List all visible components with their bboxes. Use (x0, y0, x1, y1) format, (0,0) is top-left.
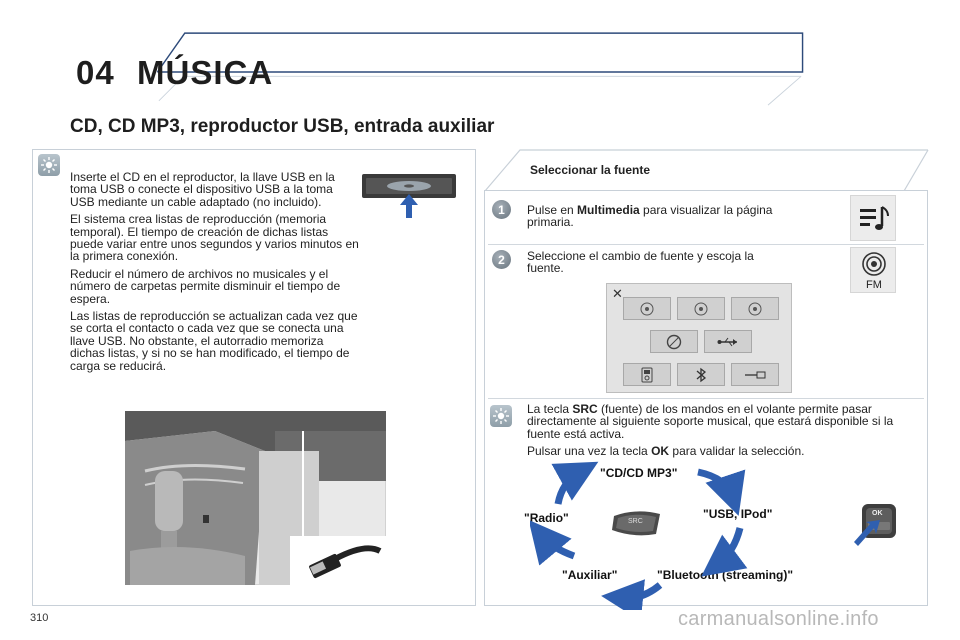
source-radio-1-button[interactable] (623, 297, 671, 320)
paragraph: El sistema crea listas de reproducción (memoria temporal). El tiempo de creación de dichas listas puede variar entre unos segundos y varios minutos en la primera conexión. (70, 212, 359, 264)
arrow-bluetooth-to-auxiliar (622, 585, 660, 598)
arrow-cd-to-usb (698, 472, 732, 496)
cycle-label-cd: "CD/CD MP3" (600, 466, 678, 480)
ok-key-illustration[interactable] (852, 498, 900, 550)
source-selection-screen (606, 283, 792, 393)
source-cd-button[interactable] (650, 330, 698, 353)
src-tip-text (527, 403, 923, 458)
cycle-label-usb: "USB, IPod" (703, 507, 773, 521)
radio-icon (693, 301, 709, 317)
source-fm-button[interactable] (850, 247, 896, 293)
src-tip-paragraph (527, 403, 923, 440)
tip-icon (490, 405, 512, 427)
tip-text-a: La tecla (527, 402, 573, 416)
multimedia-keyword: Multimedia (577, 203, 640, 217)
step-1-text (527, 204, 807, 229)
arrow-auxiliar-to-radio (542, 536, 574, 556)
step-1-text-b: para visualizar la página primaria. (527, 203, 773, 230)
src-key-label: SRC (628, 518, 643, 525)
source-aux-button[interactable] (731, 363, 779, 386)
ok-keyword: OK (651, 444, 670, 459)
step-1-text-a: Pulse en (527, 203, 578, 217)
multimedia-button[interactable] (850, 195, 896, 241)
source-radio-2-button[interactable] (677, 297, 725, 320)
cd-icon (666, 334, 682, 350)
divider (488, 398, 924, 399)
source-bluetooth-button[interactable] (677, 363, 725, 386)
cycle-label-bluetooth: "Bluetooth (streaming)" (657, 568, 794, 582)
watermark: carmanualsonline.info (678, 608, 879, 630)
usb-icon (717, 335, 739, 349)
radio-icon (747, 301, 763, 317)
section-title: CD, CD MP3, reproductor USB, entrada auxiliar (70, 116, 495, 137)
car-interior-illustration (125, 411, 386, 585)
ipod-icon (641, 367, 653, 383)
source-usb-button[interactable] (704, 330, 752, 353)
fm-label: FM (866, 279, 882, 291)
src-keyword: SRC (572, 402, 598, 416)
arrow-radio-to-cd (558, 472, 580, 504)
radio-wave-icon (851, 248, 897, 280)
tip-text-b: (fuente) de los mandos en el volante permite pasar directamente al siguiente soporte musical, que estará disponible si la fuente está activa. (527, 402, 894, 441)
paragraph: Inserte el CD en el reproductor, la llave USB en la toma USB o conecte el dispositivo USB a la toma USB mediante un cable adaptado (no incluido). (70, 170, 335, 209)
aux-jack-icon (743, 369, 767, 381)
cycle-label-auxiliar: "Auxiliar" (562, 568, 618, 582)
source-ipod-button[interactable] (623, 363, 671, 386)
cd-slot-illustration (362, 172, 458, 220)
ok-tip-paragraph (527, 445, 923, 457)
cycle-label-radio: "Radio" (524, 511, 569, 525)
src-steering-key[interactable] (610, 508, 662, 538)
bluetooth-icon (695, 367, 707, 383)
close-icon[interactable]: ✕ (612, 286, 623, 301)
tip-text-c: Pulsar una vez la tecla (527, 444, 652, 459)
source-radio-3-button[interactable] (731, 297, 779, 320)
tip-text-d: para validar la selección. (669, 444, 805, 459)
tip-icon (38, 154, 60, 176)
chapter-title: MÚSICA (137, 54, 274, 91)
page-number: 310 (30, 612, 49, 624)
ok-key-label: OK (872, 510, 883, 517)
paragraph: Las listas de reproducción se actualizan cada vez que se corta el contacto o cada vez que se conecta una llave USB. No obstante, el autorradio memoriza dichas listas, y si no se han modificado, el tiempo de carga se reducirá. (70, 309, 358, 373)
left-instructions (70, 171, 360, 377)
chapter-number: 04 (76, 54, 115, 91)
step-2-text: Seleccione el cambio de fuente y escoja la fuente. (527, 249, 754, 276)
paragraph: Reducir el número de archivos no musicales y el número de carpetas permite disminuir el tiempo de espera. (70, 266, 341, 306)
divider (488, 244, 924, 245)
music-notes-icon (851, 196, 897, 242)
select-source-heading: Seleccionar la fuente (530, 163, 651, 177)
step-2-badge: 2 (492, 250, 511, 269)
arrow-usb-to-bluetooth (718, 528, 740, 564)
step-1-badge: 1 (492, 200, 511, 219)
radio-icon (639, 301, 655, 317)
ok-key-icon (852, 498, 900, 550)
